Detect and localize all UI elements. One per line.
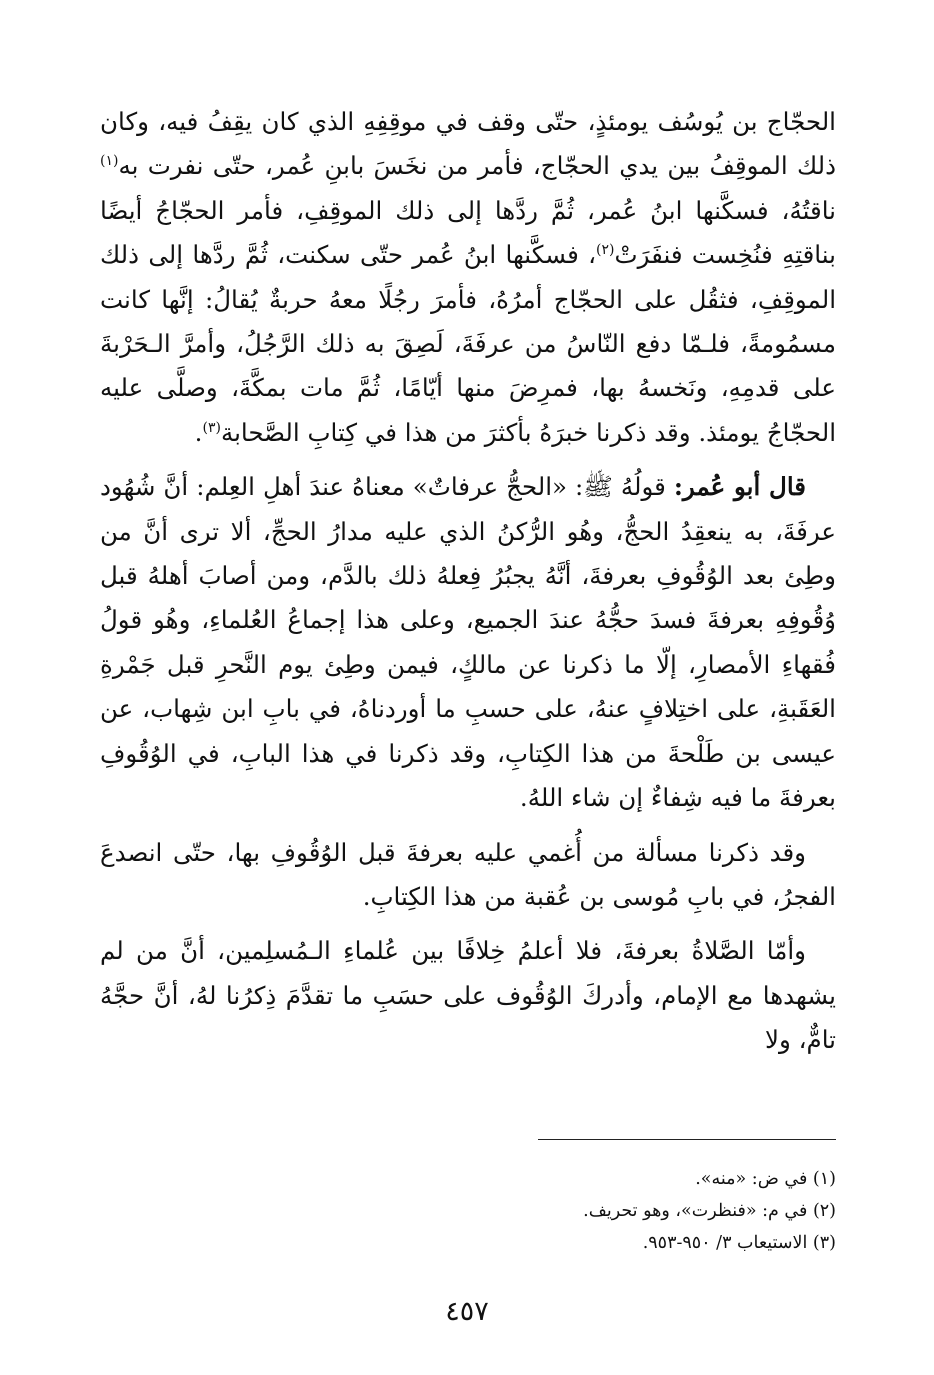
text-run: وأمّا الصَّلاةُ بعرفةَ، فلا أعلمُ خِلافًا بين عُلماءِ الـمُسلِمين، أنَّ من لم يشهدها مع الإمام، وأدركَ الوُقُوف على حسَبِ ما تقدَّمَ ذِكرُنا لهُ، أنَّ حجَّهُ تامٌّ، ولا <box>100 936 836 1055</box>
paragraph-3 <box>100 831 836 920</box>
footnote-2: (٢) في م: «فنظرت»، وهو تحريف. <box>583 1201 836 1221</box>
footnote-ref-3: (٣) <box>202 419 221 436</box>
text-run: قولُهُ ﷺ: «الحجُّ عرفاتٌ» معناهُ عندَ أهلِ العِلم: أنَّ شُهُود عرفَةَ، به ينعقِدُ الحجُّ، وهُو الرُّكنُ الذي عليه مدارُ الحجِّ، ألا ترى أنَّ من وطِئ بعد الوُقُوفِ بعرفةَ، أنَّهُ يجبُرُ فِعلهُ ذلك بالدَّم، ومن أصابَ أهلهُ قبل وُقُوفِهِ بعرفةَ فسدَ حجُّهُ عندَ الجميع، وعلى هذا إجماعُ العُلماءِ، وهُو قولُ فُقهاءِ الأمصارِ، إلّا ما ذكرنا عن مالكٍ، فيمن وطِئ يوم النَّحرِ قبل جَمْرةِ العَقَبةِ، على اختِلافٍ عنهُ، على حسبِ ما أوردناهُ، في بابِ ابن شِهاب، عن عيسى بن طَلْحةَ من هذا الكِتابِ، وقد ذكرنا في هذا البابِ، في الوُقُوفِ بعرفةَ ما فيه شِفاءٌ إن شاء اللهُ. <box>100 472 836 813</box>
text-run: ناقتُهُ، فسكَّنها ابنُ عُمر، ثُمَّ ردَّها إلى ذلك الموقِفِ، فأمر الحجّاجُ أيضًا بناقتِهِ فنُخِست فنفَرَتْ <box>100 195 836 270</box>
text-run: وقد ذكرنا مسألة من أُغمي عليه بعرفةَ قبل الوُقُوفِ بها، حتّى انصدعَ الفجرُ، في بابِ مُوسى بن عُقبة من هذا الكِتابِ. <box>100 837 836 911</box>
paragraph-4 <box>100 929 836 1062</box>
footnotes <box>100 1163 836 1259</box>
main-text <box>100 100 836 1073</box>
footnote-3: (٣) الاستيعاب ٣/ ٩٥٠-٩٥٣. <box>642 1233 836 1253</box>
text-run: . <box>194 417 203 447</box>
text-run: الحجّاج بن يُوسُف يومئذٍ، حتّى وقف في موقِفِهِ الذي كان يقِفُ فيه، وكان ذلك الموقِفُ بين يدي الحجّاج، فأمر من نخَسَ بابنِ عُمر، حتّى نفرت به <box>100 107 836 181</box>
paragraph-2 <box>100 465 836 820</box>
speaker-lead: قال أبو عُمر: <box>673 472 806 502</box>
footnote-1: (١) في ض: «منه». <box>695 1169 836 1189</box>
footnote-ref-2: (٢) <box>596 242 615 259</box>
page-number: ٤٥٧ <box>445 1296 489 1327</box>
footnote-ref-1: (١) <box>100 153 119 170</box>
footnote-separator <box>538 1139 836 1140</box>
text-run: ، فسكَّنها ابنُ عُمر حتّى سكنت، ثُمَّ ردَّها إلى ذلك الموقِفِ، فثقُل على الحجّاج أمرُهُ، فأمرَ رجُلًا معهُ حربةٌ يُقالُ: إنَّها كانت مسمُومةً، فلـمّا دفع النّاسُ من عرفَةَ، لَصِقَ به ذلك الرَّجُلُ، وأمرَّ الـحَرْبةَ على قدمِهِ، ونَخسهُ بها، فمرِضَ منها أيّامًا، ثُمَّ مات بمكَّةَ، وصلَّى عليه الحجّاجُ يومئذ. وقد ذكرنا خبرَهُ بأكثرَ من هذا في كِتابِ الصَّحابة <box>100 240 836 447</box>
paragraph-1 <box>100 100 836 455</box>
